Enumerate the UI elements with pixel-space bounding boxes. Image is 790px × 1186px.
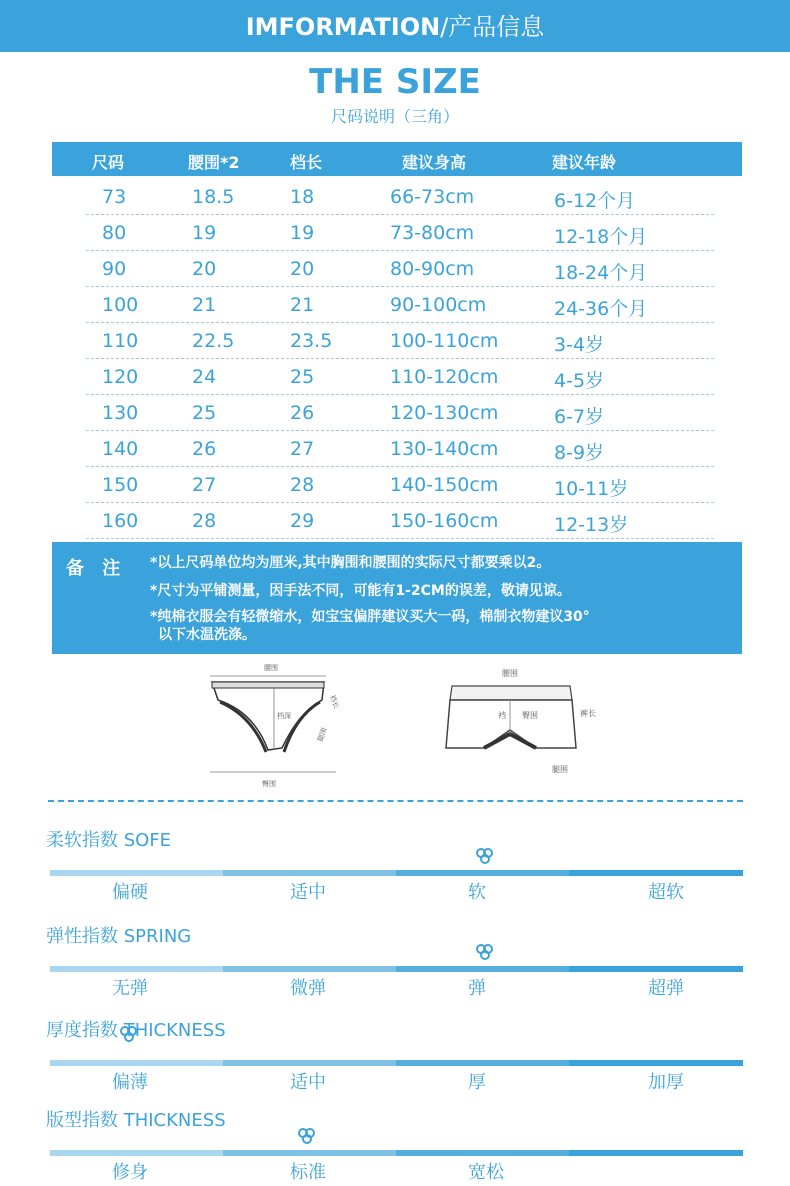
cell-rise: 19 (290, 222, 315, 244)
scale-label: 弹 (468, 978, 486, 999)
cell-rise: 20 (290, 258, 315, 280)
cell-age: 12-13岁 (554, 514, 629, 536)
index-scale-bar (50, 1150, 743, 1156)
boxer-length-label: 裤长 (580, 709, 596, 718)
index-scale-bar (50, 870, 743, 876)
scale-segment (396, 966, 569, 972)
flower-icon (476, 944, 494, 960)
cell-waist: 19 (192, 222, 217, 244)
cell-age: 8-9岁 (554, 442, 605, 464)
cell-height: 73-80cm (390, 222, 475, 244)
boxer-diagram (440, 664, 610, 784)
cell-size: 160 (102, 510, 139, 532)
flower-icon (476, 848, 494, 864)
scale-segment (396, 1150, 569, 1156)
scale-segment (396, 870, 569, 876)
boxer-waist-label: 腰围 (502, 669, 518, 678)
scale-label: 适中 (290, 882, 326, 903)
cell-waist: 27 (192, 474, 217, 496)
cell-size: 110 (102, 330, 139, 352)
table-row (86, 394, 714, 431)
table-row (86, 430, 714, 467)
table-row (86, 178, 714, 215)
cell-age: 6-7岁 (554, 406, 605, 428)
cell-age: 3-4岁 (554, 334, 605, 356)
cell-waist: 20 (192, 258, 217, 280)
boxer-crotch-label: 裆 (498, 711, 506, 720)
table-row (86, 502, 714, 539)
scale-segment (50, 1150, 223, 1156)
cell-height: 66-73cm (390, 186, 475, 208)
scale-segment (569, 870, 743, 876)
cell-waist: 25 (192, 402, 217, 424)
table-row (86, 286, 714, 323)
cell-height: 140-150cm (390, 474, 499, 496)
banner-cn: /产品信息 (440, 13, 545, 41)
index-scale-bar (50, 966, 743, 972)
banner-en: IMFORMATION (245, 13, 441, 41)
boxer-hip-label: 臀围 (522, 711, 538, 720)
cell-height: 150-160cm (390, 510, 499, 532)
flower-icon (298, 1128, 316, 1144)
cell-age: 10-11岁 (554, 478, 629, 500)
scale-segment (223, 1060, 396, 1066)
header-age: 建议年龄 (552, 153, 617, 172)
cell-size: 73 (102, 186, 127, 208)
cell-height: 120-130cm (390, 402, 499, 424)
scale-segment (223, 870, 396, 876)
scale-segment (569, 1060, 743, 1066)
brief-hip-label: 臀围 (262, 780, 276, 788)
note-line-3: *纯棉衣服会有轻微缩水，如宝宝偏胖建议买大一码，棉制衣物建议30° (150, 609, 590, 625)
cell-size: 120 (102, 366, 139, 388)
scale-segment (50, 966, 223, 972)
scale-label: 超弹 (648, 978, 684, 999)
index-scale-bar (50, 1060, 743, 1066)
cell-size: 130 (102, 402, 139, 424)
table-row (86, 466, 714, 503)
index-title: 柔软指数 SOFE (46, 830, 172, 851)
section-divider (48, 800, 743, 802)
brief-waist-label: 腰围 (264, 664, 278, 672)
table-row (86, 250, 714, 287)
brief-leg-label: 腿围 (316, 726, 329, 743)
cell-rise: 26 (290, 402, 315, 424)
scale-label: 修身 (112, 1162, 148, 1183)
brief-depth-label: 档深 (277, 712, 291, 720)
scale-label: 偏硬 (112, 882, 148, 903)
table-row (86, 214, 714, 251)
cell-rise: 29 (290, 510, 315, 532)
cell-size: 140 (102, 438, 139, 460)
info-banner (0, 0, 790, 52)
cell-waist: 26 (192, 438, 217, 460)
scale-label: 无弹 (112, 978, 148, 999)
index-title: 弹性指数 SPRING (46, 926, 192, 947)
cell-waist: 21 (192, 294, 217, 316)
cell-age: 6-12个月 (554, 190, 636, 212)
scale-segment (569, 1150, 743, 1156)
scale-segment (396, 1060, 569, 1066)
scale-label: 厚 (468, 1072, 486, 1093)
scale-label: 微弹 (290, 978, 326, 999)
scale-label: 软 (468, 882, 486, 903)
flower-icon (120, 1026, 138, 1042)
brief-diagram (204, 660, 344, 790)
cell-waist: 18.5 (192, 186, 235, 208)
notes-label: 备 注 (66, 558, 127, 579)
note-line-2: *尺寸为平铺测量，因手法不同，可能有1-2CM的误差，敬请见谅。 (150, 583, 571, 599)
cell-size: 90 (102, 258, 127, 280)
cell-height: 80-90cm (390, 258, 475, 280)
scale-label: 偏薄 (112, 1072, 148, 1093)
scale-label: 标准 (290, 1162, 326, 1183)
header-rise: 档长 (290, 153, 323, 172)
scale-label: 加厚 (648, 1072, 684, 1093)
scale-segment (569, 966, 743, 972)
cell-height: 130-140cm (390, 438, 499, 460)
table-row (86, 322, 714, 359)
scale-segment (50, 870, 223, 876)
cell-rise: 25 (290, 366, 315, 388)
cell-rise: 18 (290, 186, 315, 208)
cell-waist: 24 (192, 366, 217, 388)
cell-age: 24-36个月 (554, 298, 648, 320)
table-row (86, 358, 714, 395)
header-size: 尺码 (92, 153, 125, 172)
cell-rise: 21 (290, 294, 315, 316)
header-height: 建议身高 (402, 153, 467, 172)
scale-segment (223, 1150, 396, 1156)
note-line-1: *以上尺码单位均为厘米,其中胸围和腰围的实际尺寸都要乘以2。 (150, 555, 551, 571)
cell-rise: 28 (290, 474, 315, 496)
scale-segment (223, 966, 396, 972)
brief-rise-label: 裆长 (328, 693, 341, 710)
cell-waist: 28 (192, 510, 217, 532)
size-title: THE SIZE (309, 62, 481, 102)
cell-size: 150 (102, 474, 139, 496)
cell-age: 4-5岁 (554, 370, 605, 392)
cell-rise: 23.5 (290, 330, 333, 352)
scale-label: 宽松 (468, 1162, 504, 1183)
index-title: 厚度指数 THICKNESS (46, 1020, 226, 1041)
cell-rise: 27 (290, 438, 315, 460)
cell-size: 80 (102, 222, 127, 244)
index-title: 版型指数 THICKNESS (46, 1110, 226, 1131)
cell-age: 18-24个月 (554, 262, 648, 284)
note-line-4: 以下水温洗涤。 (158, 627, 256, 643)
scale-label: 超软 (648, 882, 684, 903)
notes-panel (52, 542, 742, 654)
cell-size: 100 (102, 294, 139, 316)
scale-label: 适中 (290, 1072, 326, 1093)
boxer-leg-label: 腿围 (552, 765, 568, 774)
size-subtitle: 尺码说明（三角） (330, 107, 459, 126)
cell-height: 100-110cm (390, 330, 499, 352)
header-waist: 腰围*2 (188, 153, 240, 172)
cell-age: 12-18个月 (554, 226, 648, 248)
cell-waist: 22.5 (192, 330, 235, 352)
cell-height: 110-120cm (390, 366, 499, 388)
scale-segment (50, 1060, 223, 1066)
size-table-header (52, 142, 742, 176)
cell-height: 90-100cm (390, 294, 487, 316)
